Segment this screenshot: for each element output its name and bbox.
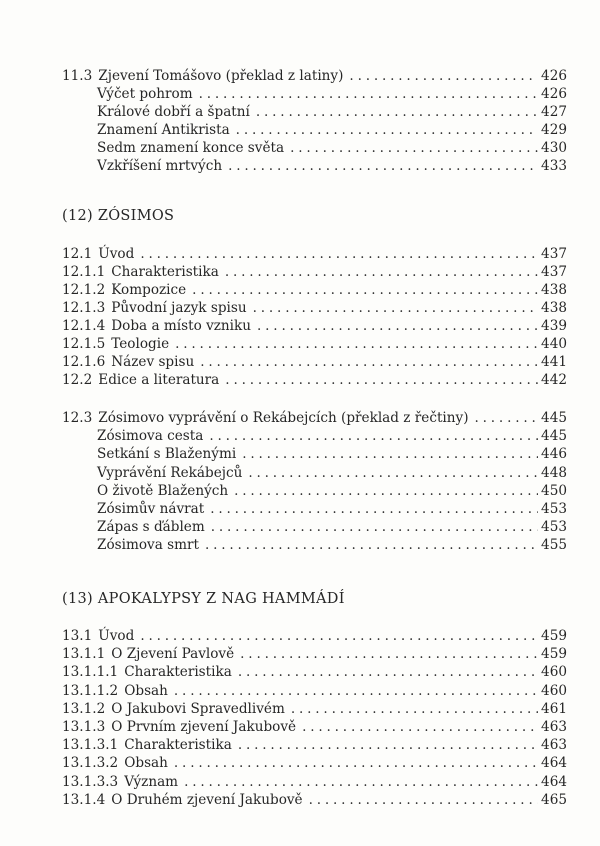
entry-title: O Prvním zjevení Jakubově <box>111 718 297 735</box>
dot-leader <box>200 353 538 371</box>
entry-title: Vzkříšení mrtvých <box>97 158 223 174</box>
entry-title: Králové dobří a špatní <box>97 104 250 120</box>
dot-leader <box>242 445 538 463</box>
entry-number: 13.1.3 <box>62 718 106 735</box>
dot-leader <box>140 245 538 263</box>
entry-page-number: 433 <box>541 158 567 174</box>
entry-page-number: 459 <box>541 628 567 644</box>
entry-title: Teologie <box>111 336 170 352</box>
entry-title: Sedm znamení konce světa <box>97 140 285 156</box>
entry-page-number: 437 <box>541 246 567 262</box>
entry-number: 13.1.1.1 <box>62 664 119 681</box>
entry-number: 11.3 <box>62 68 93 84</box>
entry-title: Charakteristika <box>124 664 232 681</box>
entry-number: 12.1.5 <box>62 336 106 352</box>
toc-entry <box>62 736 567 754</box>
entry-title: Kompozice <box>111 282 187 298</box>
entry-page-number: 439 <box>541 318 567 334</box>
entry-page-number: 426 <box>541 86 567 102</box>
chapter-heading-13: (13) APOKALYPSY Z NAG HAMMÁDÍ <box>62 591 345 607</box>
dot-leader <box>475 409 539 427</box>
toc-entry <box>62 121 567 139</box>
entry-title: Charakteristika <box>111 264 219 280</box>
toc-entry <box>62 682 567 700</box>
entry-number: 12.1.1 <box>62 264 106 280</box>
entry-number: 12.1 <box>62 246 93 262</box>
entry-page-number: 464 <box>541 773 567 790</box>
entry-title: Úvod <box>98 628 135 644</box>
entry-page-number: 448 <box>541 464 567 481</box>
entry-page-number: 445 <box>541 410 567 426</box>
entry-page-number: 445 <box>541 428 567 445</box>
toc-entry <box>62 663 567 681</box>
toc-block-12-3 <box>62 409 567 555</box>
entry-title: Význam <box>124 773 179 790</box>
entry-number: 12.3 <box>62 410 93 426</box>
entry-title: Setkání s Blaženými <box>97 446 237 463</box>
entry-page-number: 464 <box>541 755 567 772</box>
dot-leader <box>199 85 538 103</box>
entry-page-number: 463 <box>541 718 567 735</box>
entry-page-number: 460 <box>541 682 567 699</box>
entry-title: O životě Blažených <box>97 482 229 499</box>
dot-leader <box>174 682 538 700</box>
entry-page-number: 465 <box>541 791 567 808</box>
dot-leader <box>256 103 538 121</box>
entry-title: Zápas s ďáblem <box>97 519 205 536</box>
dot-leader <box>257 317 538 335</box>
entry-title: O Jakubovi Spravedlivém <box>111 700 285 717</box>
toc-entry <box>62 317 567 335</box>
entry-page-number: 460 <box>541 664 567 681</box>
entry-title: Obsah <box>124 682 168 699</box>
dot-leader <box>211 518 538 536</box>
dot-leader <box>240 645 538 663</box>
entry-title: Charakteristika <box>124 737 232 754</box>
entry-page-number: 438 <box>541 282 567 298</box>
entry-title: Zósimova cesta <box>97 428 204 445</box>
toc-block-12-intro <box>62 245 567 389</box>
dot-leader <box>209 427 538 445</box>
entry-title: O Druhém zjevení Jakubově <box>111 791 303 808</box>
entry-number: 12.1.6 <box>62 354 106 370</box>
entry-number: 13.1.4 <box>62 791 106 808</box>
toc-entry <box>62 445 567 463</box>
toc-entry <box>62 627 567 645</box>
dot-leader <box>238 663 538 681</box>
dot-leader <box>192 281 538 299</box>
entry-page-number: 437 <box>541 264 567 280</box>
dot-leader <box>174 754 538 772</box>
toc-entry <box>62 139 567 157</box>
toc-entry <box>62 500 567 518</box>
dot-leader <box>228 157 538 175</box>
toc-entry <box>62 67 567 85</box>
dot-leader <box>290 139 538 157</box>
toc-entry <box>62 482 567 500</box>
toc-entry <box>62 299 567 317</box>
entry-number: 13.1.1 <box>62 646 106 663</box>
entry-page-number: 459 <box>541 646 567 663</box>
dot-leader <box>184 773 538 791</box>
toc-entry <box>62 371 567 389</box>
toc-entry <box>62 245 567 263</box>
entry-page-number: 430 <box>541 140 567 156</box>
entry-title: Obsah <box>124 755 168 772</box>
dot-leader <box>234 482 538 500</box>
toc-entry <box>62 157 567 175</box>
dot-leader <box>210 500 538 518</box>
dot-leader <box>140 627 538 645</box>
entry-page-number: 438 <box>541 300 567 316</box>
dot-leader <box>205 536 538 554</box>
entry-title: Zósimův návrat <box>97 500 205 517</box>
toc-entry <box>62 718 567 736</box>
entry-title: Zósimova smrt <box>97 537 199 554</box>
entry-number: 13.1.3.2 <box>62 755 119 772</box>
toc-entry <box>62 518 567 536</box>
toc-entry <box>62 335 567 353</box>
entry-title: Znamení Antikrista <box>97 122 230 138</box>
dot-leader <box>225 371 538 389</box>
entry-title: Úvod <box>98 246 135 262</box>
entry-page-number: 455 <box>541 537 567 554</box>
entry-page-number: 442 <box>541 372 567 388</box>
entry-title: O Zjevení Pavlově <box>111 646 235 663</box>
toc-entry <box>62 281 567 299</box>
toc-entry <box>62 791 567 809</box>
toc-block-11-3 <box>62 67 567 175</box>
entry-page-number: 440 <box>541 336 567 352</box>
dot-leader <box>291 700 538 718</box>
entry-page-number: 441 <box>541 354 567 370</box>
entry-page-number: 461 <box>541 700 567 717</box>
entry-number: 12.2 <box>62 372 93 388</box>
toc-entry <box>62 464 567 482</box>
entry-page-number: 463 <box>541 737 567 754</box>
entry-number: 13.1.3.3 <box>62 773 119 790</box>
entry-page-number: 450 <box>541 482 567 499</box>
entry-page-number: 453 <box>541 500 567 517</box>
dot-leader <box>302 718 538 736</box>
dot-leader <box>225 263 538 281</box>
dot-leader <box>253 299 538 317</box>
dot-leader <box>349 67 538 85</box>
toc-entry <box>62 645 567 663</box>
dot-leader <box>175 335 538 353</box>
toc-block-13-intro <box>62 627 567 809</box>
entry-title: Edice a literatura <box>98 372 220 388</box>
entry-number: 13.1 <box>62 628 93 644</box>
entry-number: 12.1.4 <box>62 318 106 334</box>
toc-entry <box>62 427 567 445</box>
entry-number: 12.1.2 <box>62 282 106 298</box>
dot-leader <box>309 791 538 809</box>
entry-number: 12.1.3 <box>62 300 106 316</box>
dot-leader <box>248 464 538 482</box>
entry-page-number: 427 <box>541 104 567 120</box>
toc-entry <box>62 536 567 554</box>
entry-page-number: 446 <box>541 446 567 463</box>
entry-title: Původní jazyk spisu <box>111 300 247 316</box>
entry-title: Zósimovo vyprávění o Rekábejcích (překlad z řečtiny) <box>98 410 469 426</box>
entry-number: 13.1.2 <box>62 700 106 717</box>
toc-entry <box>62 700 567 718</box>
entry-page-number: 453 <box>541 519 567 536</box>
toc-entry <box>62 773 567 791</box>
entry-number: 13.1.3.1 <box>62 737 119 754</box>
entry-number: 13.1.1.2 <box>62 682 119 699</box>
toc-entry <box>62 754 567 772</box>
toc-entry <box>62 103 567 121</box>
dot-leader <box>236 121 538 139</box>
entry-title: Doba a místo vzniku <box>111 318 252 334</box>
toc-entry <box>62 85 567 103</box>
dot-leader <box>238 736 538 754</box>
entry-title: Výčet pohrom <box>97 86 193 102</box>
entry-page-number: 426 <box>541 68 567 84</box>
toc-entry <box>62 263 567 281</box>
entry-title: Zjevení Tomášovo (překlad z latiny) <box>98 68 344 84</box>
entry-title: Vyprávění Rekábejců <box>97 464 243 481</box>
entry-page-number: 429 <box>541 122 567 138</box>
entry-title: Název spisu <box>111 354 195 370</box>
toc-entry <box>62 409 567 427</box>
toc-entry <box>62 353 567 371</box>
chapter-heading-12: (12) ZÓSIMOS <box>62 208 175 224</box>
